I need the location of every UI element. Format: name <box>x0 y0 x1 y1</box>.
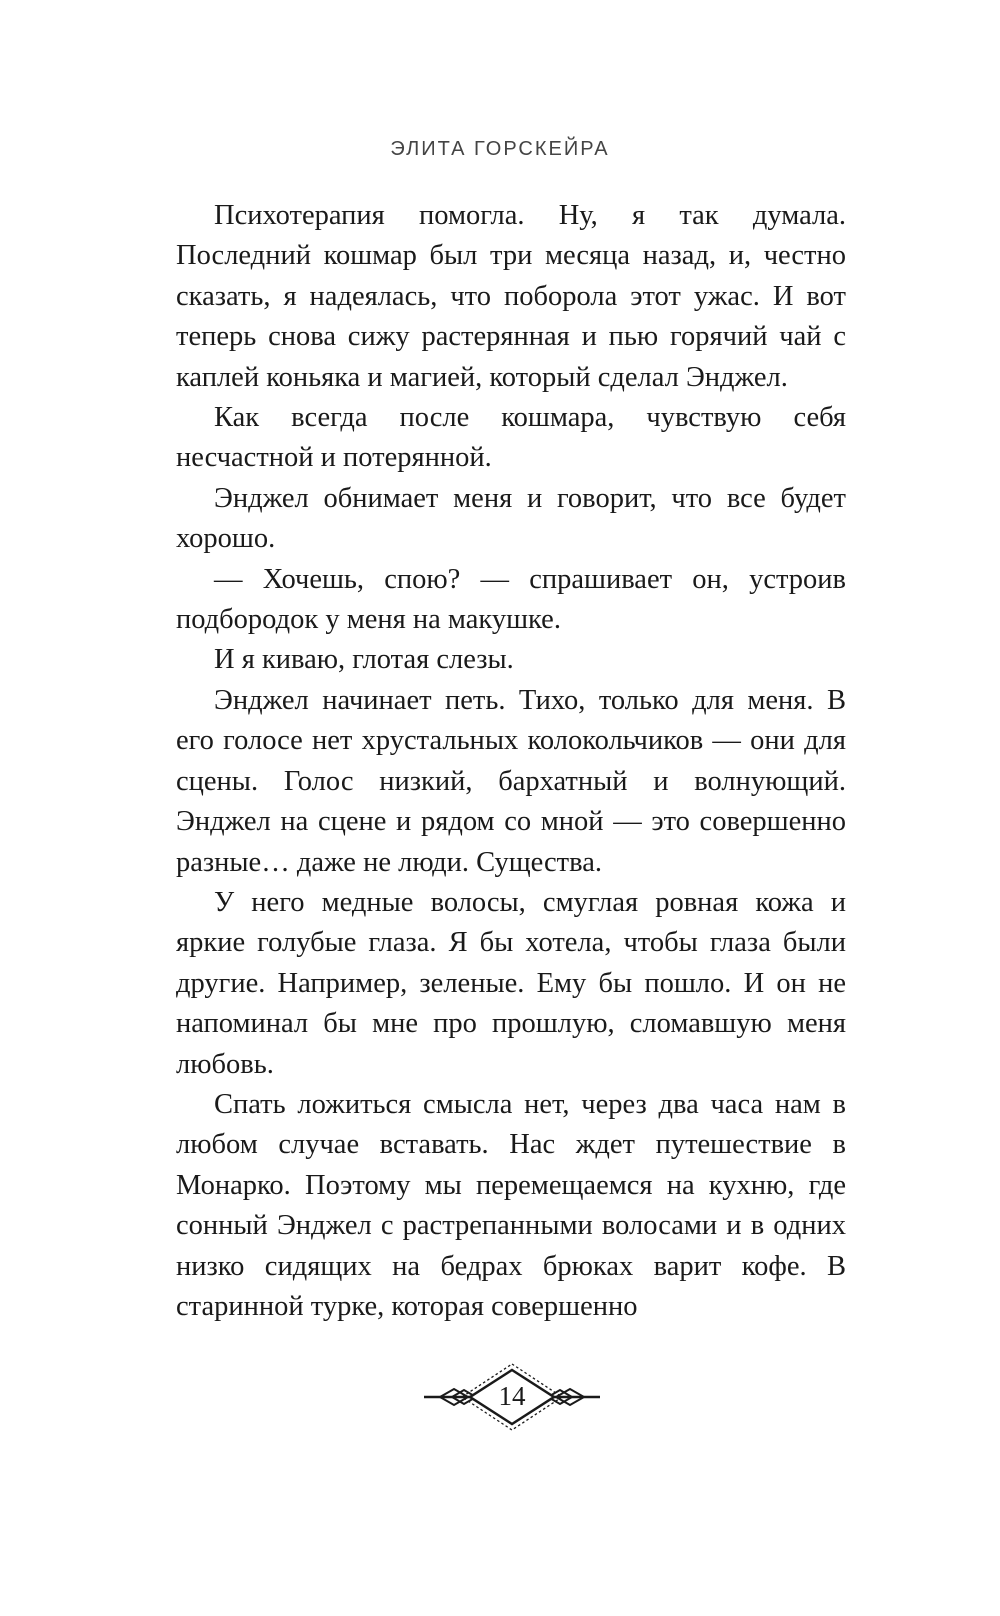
paragraph: У него медные волосы, смуглая ровная кожа и яркие голубые глаза. Я бы хотела, чтобы глаза были другие. Например, зеленые. Ему бы пошло. И он не напоминал бы мне про прошлую, сломавшую меня любовь. <box>176 886 846 1080</box>
dialogue-paragraph: — Хочешь, спою? — спрашивает он, устроив подбородок у меня на макушке. <box>176 563 846 636</box>
page-number-ornament <box>422 1362 602 1432</box>
paragraph: Как всегда после кошмара, чувствую себя несчастной и потерянной. <box>176 402 846 474</box>
paragraph: Энджел обнимает меня и говорит, что все будет хорошо. <box>176 482 846 555</box>
paragraph: Психотерапия помогла. Ну, я так думала. Последний кошмар был три месяца назад, и, честно сказать, я надеялась, что поборола этот ужас. И вот теперь снова сижу растерянная и пью горячий чай с каплей коньяка и магией, который сделал Энджел. <box>176 200 846 393</box>
paragraph: Спать ложиться смысла нет, через два часа нам в любом случае вставать. Нас ждет путешествие в Монарко. Поэтому мы перемещаемся на кухню, где сонный Энджел с растрепанными волосами и в одних низко сидящих на бедрах брюках варит кофе. В старинной турке, которая совершенно <box>176 1088 846 1322</box>
running-header: ЭЛИТА ГОРСКЕЙРА <box>390 138 610 160</box>
body-text <box>176 196 846 1327</box>
page-number: 14 <box>498 1381 526 1411</box>
paragraph: И я киваю, глотая слезы. <box>214 644 514 676</box>
paragraph: Энджел начинает петь. Тихо, только для меня. В его голосе нет хрустальных колокольчиков — они для сцены. Голос низкий, бархатный и волнующий. Энджел на сцене и рядом со мной — это совершенно разные… даже не люди. Существа. <box>176 684 846 878</box>
